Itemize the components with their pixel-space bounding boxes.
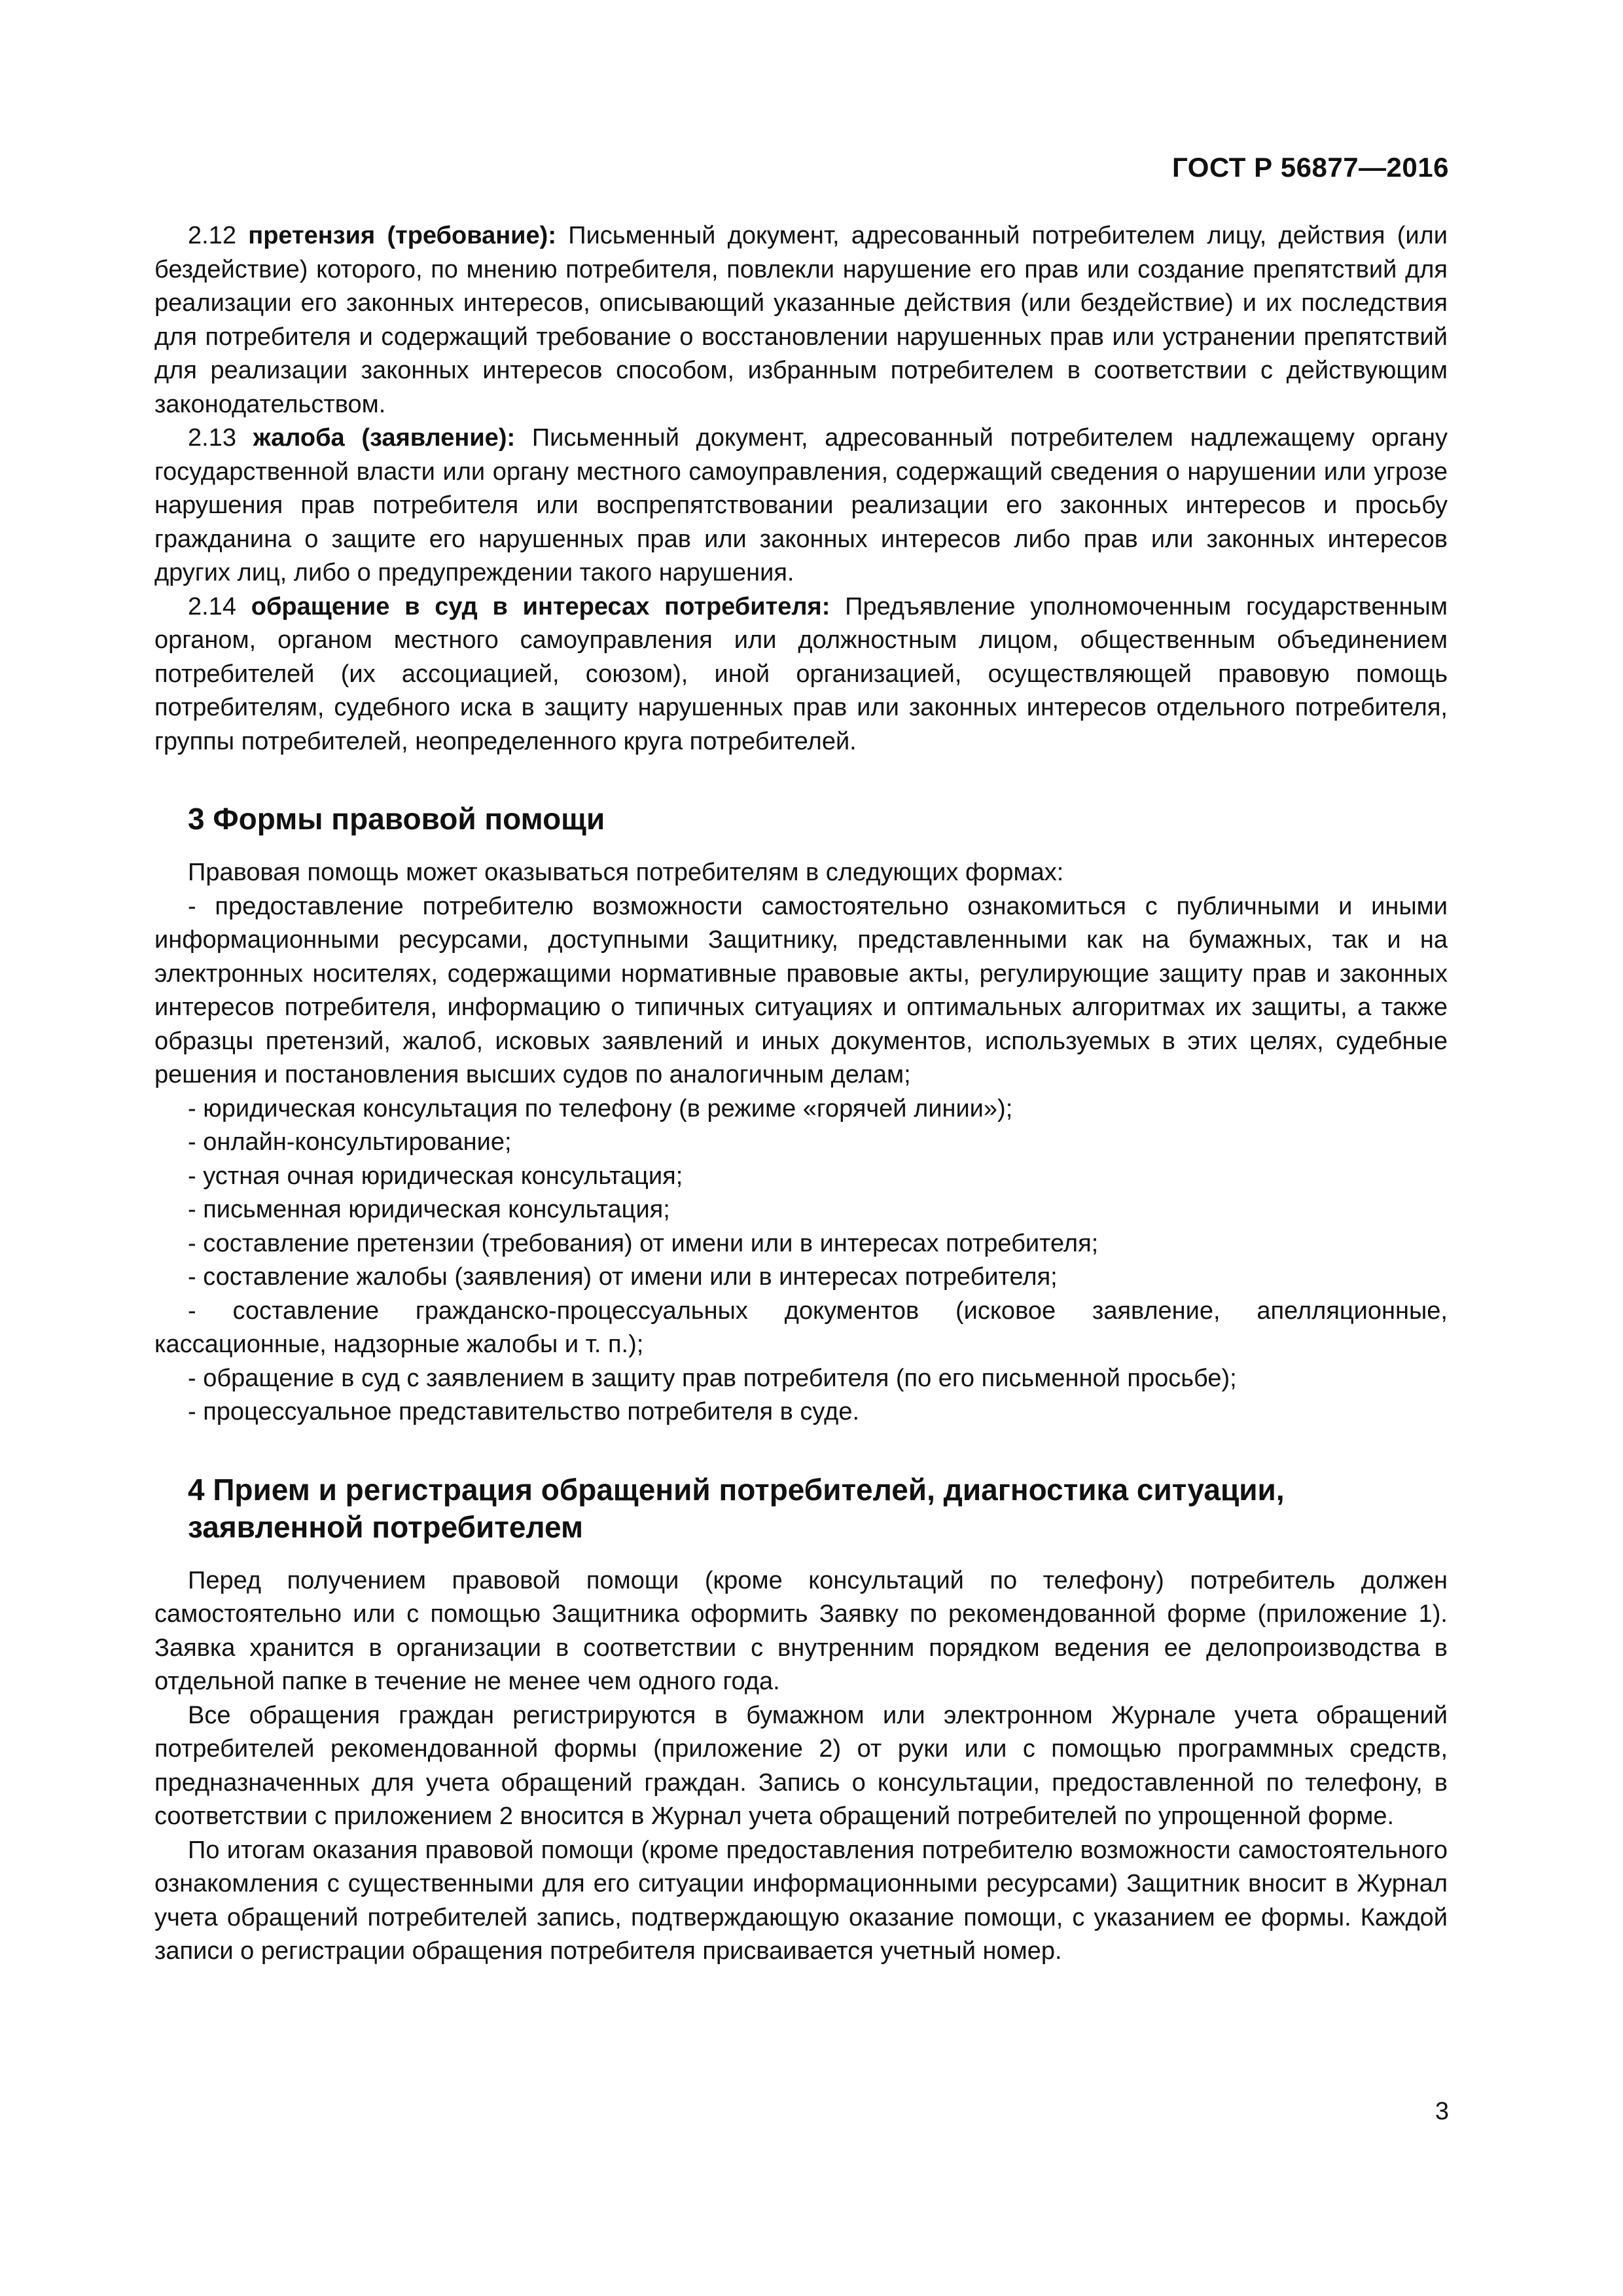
list-item: - юридическая консультация по телефону (в режиме «горячей линии»); <box>188 1094 1013 1122</box>
section-4-heading <box>154 1471 1448 1546</box>
section-3-intro: Правовая помощь может оказываться потребителям в следующих формах: <box>188 859 1064 886</box>
definition-term: жалоба (заявление): <box>253 424 516 452</box>
definition-number: 2.13 <box>188 424 236 452</box>
definition-2-13 <box>154 422 1448 590</box>
definition-text: Письменный документ, адресованный потребителем лицу, действия (или бездействие) которого, по мнению потребителя, повлекли нарушение его прав или создание препятствий для реализации его законных интересов, описывающий указанные действия (или бездействие) и их последствия для потребителя и содержащий требование о восстановлении нарушенных прав или устранении препятствий для реализации законных интересов способом, избранным потребителем в соответствии с действующим законодательством. <box>154 222 1448 418</box>
section-4-paragraph: По итогам оказания правовой помощи (кроме предоставления потребителю возможности самостоятельного ознакомления с существенными для его ситуации информационными ресурсами) Защитник вносит в Журнал учета обращений потребителей запись, подтверждающую оказание помощи, с указанием ее формы. Каждой записи о регистрации обращения потребителя присваивается учетный номер. <box>154 1836 1448 1965</box>
definition-2-12 <box>154 219 1448 422</box>
definition-term: претензия (требование): <box>248 222 556 249</box>
page-body <box>154 219 1448 1969</box>
definition-2-14 <box>154 590 1448 759</box>
list-item: - составление гражданско-процессуальных документов (исковое заявление, апелляционные, кассационные, надзорные жалобы и т. п.); <box>154 1297 1448 1358</box>
definition-text: Письменный документ, адресованный потребителем надлежащему органу государственной власти или органу местного самоуправления, содержащий сведения о нарушении или угрозе нарушения прав потребителя или воспрепятствовании реализации его законных интересов и просьбу гражданина о защите его нарушенных прав или законных интересов либо прав или законных интересов других лиц, либо о предупреждении такого нарушения. <box>154 424 1448 586</box>
definition-text: Предъявление уполномоченным государственным органом, органом местного самоуправления или должностным лицом, общественным объединением потребителей (их ассоциацией, союзом), иной организацией, осуществляющей правовую помощь потребителям, судебного иска в защиту нарушенных прав или законных интересов отдельного потребителя, группы потребителей, неопределенного круга потребителей. <box>154 592 1448 755</box>
list-item: - обращение в суд с заявлением в защиту прав потребителя (по его письменной просьбе); <box>188 1364 1237 1392</box>
list-item: - онлайн-консультирование; <box>188 1128 512 1156</box>
section-4-heading-line2: заявленной потребителем <box>188 1509 584 1544</box>
page-number: 3 <box>1435 2098 1449 2125</box>
list-item: - составление жалобы (заявления) от имени или в интересах потребителя; <box>188 1263 1058 1291</box>
list-item: - устная очная юридическая консультация; <box>188 1162 683 1190</box>
list-item: - письменная юридическая консультация; <box>188 1196 670 1223</box>
list-item: - процессуальное представительство потребителя в суде. <box>188 1398 860 1426</box>
section-3-heading: 3 Формы правовой помощи <box>188 802 605 836</box>
section-4-heading-line1: 4 Прием и регистрация обращений потребителей, диагностика ситуации, <box>188 1472 1285 1507</box>
list-item: - предоставление потребителю возможности самостоятельно ознакомиться с публичными и иными информационными ресурсами, доступными Защитнику, представленными как на бумажных, так и на электронных носителях, содержащими нормативные правовые акты, регулирующие защиту прав и законных интересов потребителя, информацию о типичных ситуациях и оптимальных алгоритмах их защиты, а также образцы претензий, жалоб, исковых заявлений и иных документов, используемых в этих целях, судебные решения и постановления высших судов по аналогичным делам; <box>154 892 1448 1088</box>
definition-term: обращение в суд в интересах потребителя: <box>251 592 830 620</box>
list-item: - составление претензии (требования) от имени или в интересах потребителя; <box>188 1229 1099 1257</box>
definition-number: 2.14 <box>188 592 236 620</box>
section-4-paragraph: Перед получением правовой помощи (кроме консультаций по телефону) потребитель должен самостоятельно или с помощью Защитника оформить Заявку по рекомендованной форме (приложение 1). Заявка хранится в организации в соответствии с внутренним порядком ведения ее делопроизводства в отдельной папке в течение не менее чем одного года. <box>154 1566 1448 1695</box>
definition-number: 2.12 <box>188 222 236 249</box>
section-4-paragraph: Все обращения граждан регистрируются в бумажном или электронном Журнале учета обращений потребителей рекомендованной формы (приложение 2) от руки или с помощью программных средств, предназначенных для учета обращений граждан. Запись о консультации, предоставленной по телефону, в соответствии с приложением 2 вносится в Журнал учета обращений потребителей по упрощенной форме. <box>154 1701 1448 1830</box>
document-code: ГОСТ Р 56877—2016 <box>1172 152 1449 183</box>
